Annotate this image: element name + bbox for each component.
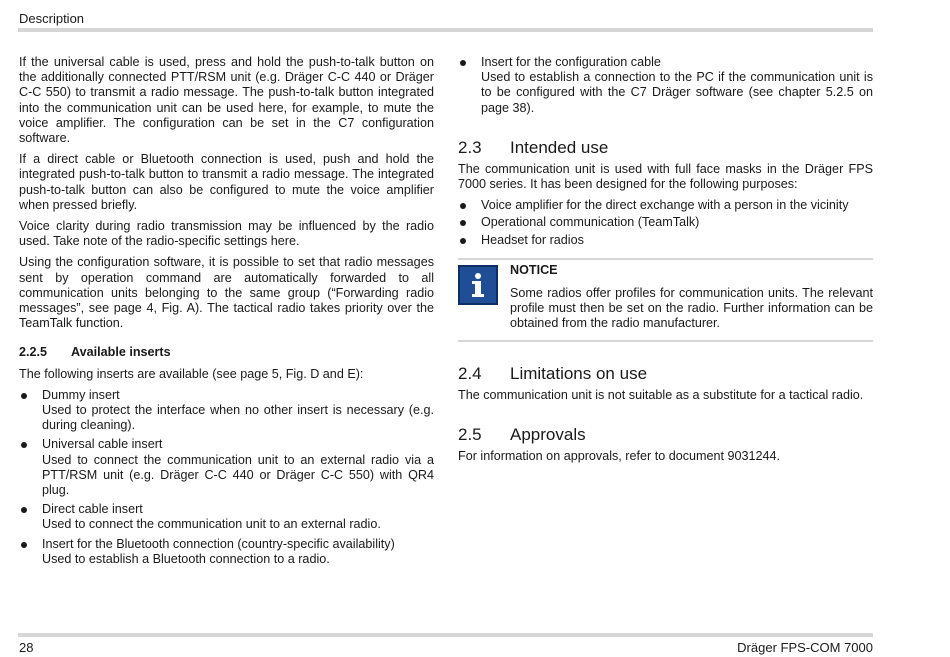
item-description: Used to establish a connection to the PC if the communication unit is to be configured with the C7 Dräger software (see chapter 5.2.5 on page 38).	[481, 70, 873, 115]
bullet-icon	[460, 220, 466, 226]
purposes-list	[458, 198, 873, 248]
purpose-text: Operational communication (TeamTalk)	[481, 215, 700, 230]
list-item	[458, 55, 873, 116]
list-item	[19, 388, 434, 434]
section-number: 2.3	[458, 137, 482, 157]
section-heading-limitations	[458, 364, 873, 384]
limitations-text: The communication unit is not suitable as a substitute for a tactical radio.	[458, 387, 864, 402]
bullet-icon	[21, 542, 27, 548]
list-item	[19, 537, 434, 567]
inserts-list	[19, 388, 434, 567]
list-item	[458, 233, 873, 248]
bullet-icon	[21, 507, 27, 513]
header-rule	[18, 28, 873, 32]
paragraph: If a direct cable or Bluetooth connection is used, push and hold the integrated push-to-talk button to transmit a radio message. The integrated push-to-talk button can also be configured to mute the voice amplifier when pressed briefly.	[19, 152, 434, 212]
item-description: Used to connect the communication unit to an external radio.	[42, 517, 381, 532]
item-description: Used to establish a Bluetooth connection to a radio.	[42, 551, 330, 566]
item-title: Universal cable insert	[42, 437, 163, 452]
bullet-icon	[460, 238, 466, 244]
item-title: Direct cable insert	[42, 502, 143, 517]
header-title: Description	[19, 11, 85, 26]
list-item	[19, 502, 434, 532]
section-heading-approvals	[458, 425, 873, 445]
right-column	[458, 55, 873, 470]
inserts-list-continued	[458, 55, 873, 116]
notice-box	[458, 258, 873, 342]
bullet-icon	[460, 203, 466, 209]
bullet-icon	[460, 60, 466, 66]
item-title: Dummy insert	[42, 387, 120, 402]
info-icon	[458, 265, 498, 305]
notice-text: Some radios offer profiles for communication units. The relevant profile must then be set on the radio. Further information can be obtained from the radio manufacturer.	[510, 286, 873, 331]
item-title: Insert for the configuration cable	[481, 55, 661, 69]
section-title: Approvals	[510, 425, 586, 445]
left-column	[19, 55, 434, 571]
list-item	[458, 215, 873, 230]
subsection-title: Available inserts	[71, 345, 171, 360]
page-number: 28	[19, 640, 34, 655]
inserts-intro: The following inserts are available (see page 5, Fig. D and E):	[19, 366, 364, 381]
paragraph: If the universal cable is used, press and hold the push-to-talk button on the additionally connected PTT/RSM unit (e.g. Dräger C-C 440 or Dräger C-C 550) to transmit a radio message. The push-to-talk button integrated into the communication unit can be used here, for example, to mute the voice amplifier. The configuration can be set in the C7 configuration software.	[19, 55, 434, 146]
bullet-icon	[21, 442, 27, 448]
purpose-text: Voice amplifier for the direct exchange with a person in the vicinity	[481, 198, 849, 213]
product-name: Dräger FPS-COM 7000	[737, 640, 873, 655]
paragraph: Voice clarity during radio transmission may be influenced by the radio used. Take note of the radio-specific settings here.	[19, 219, 434, 249]
paragraph: Using the configuration software, it is possible to set that radio messages sent by operation command are automatically forwarded to all communication units belonging to the same group (“Forwarding radio messages”, see page 4, Fig. A). The tactical radio takes priority over the TeamTalk function.	[19, 255, 434, 331]
section-number: 2.5	[458, 425, 482, 445]
purpose-text: Headset for radios	[481, 232, 584, 247]
list-item	[458, 198, 873, 213]
subsection-heading	[19, 345, 434, 360]
section-title: Limitations on use	[510, 363, 648, 383]
section-heading-intended-use	[458, 138, 873, 158]
subsection-number: 2.2.5	[19, 345, 48, 360]
item-description: Used to protect the interface when no other insert is necessary (e.g. during cleaning).	[42, 403, 434, 433]
intended-use-text: The communication unit is used with full face masks in the Dräger FPS 7000 series. It has been designed for the following purposes:	[458, 161, 873, 192]
approvals-text: For information on approvals, refer to document 9031244.	[458, 449, 781, 464]
notice-title: NOTICE	[510, 262, 558, 277]
item-title: Insert for the Bluetooth connection (country-specific availability)	[42, 536, 395, 551]
section-number: 2.4	[458, 363, 482, 383]
item-description: Used to connect the communication unit to an external radio via a PTT/RSM unit (e.g. Dräger C-C 440 or Dräger C-C 550) with QR4 plug.	[42, 452, 434, 498]
list-item	[19, 437, 434, 498]
section-title: Intended use	[510, 137, 609, 157]
footer-rule	[18, 633, 873, 637]
bullet-icon	[21, 393, 27, 399]
